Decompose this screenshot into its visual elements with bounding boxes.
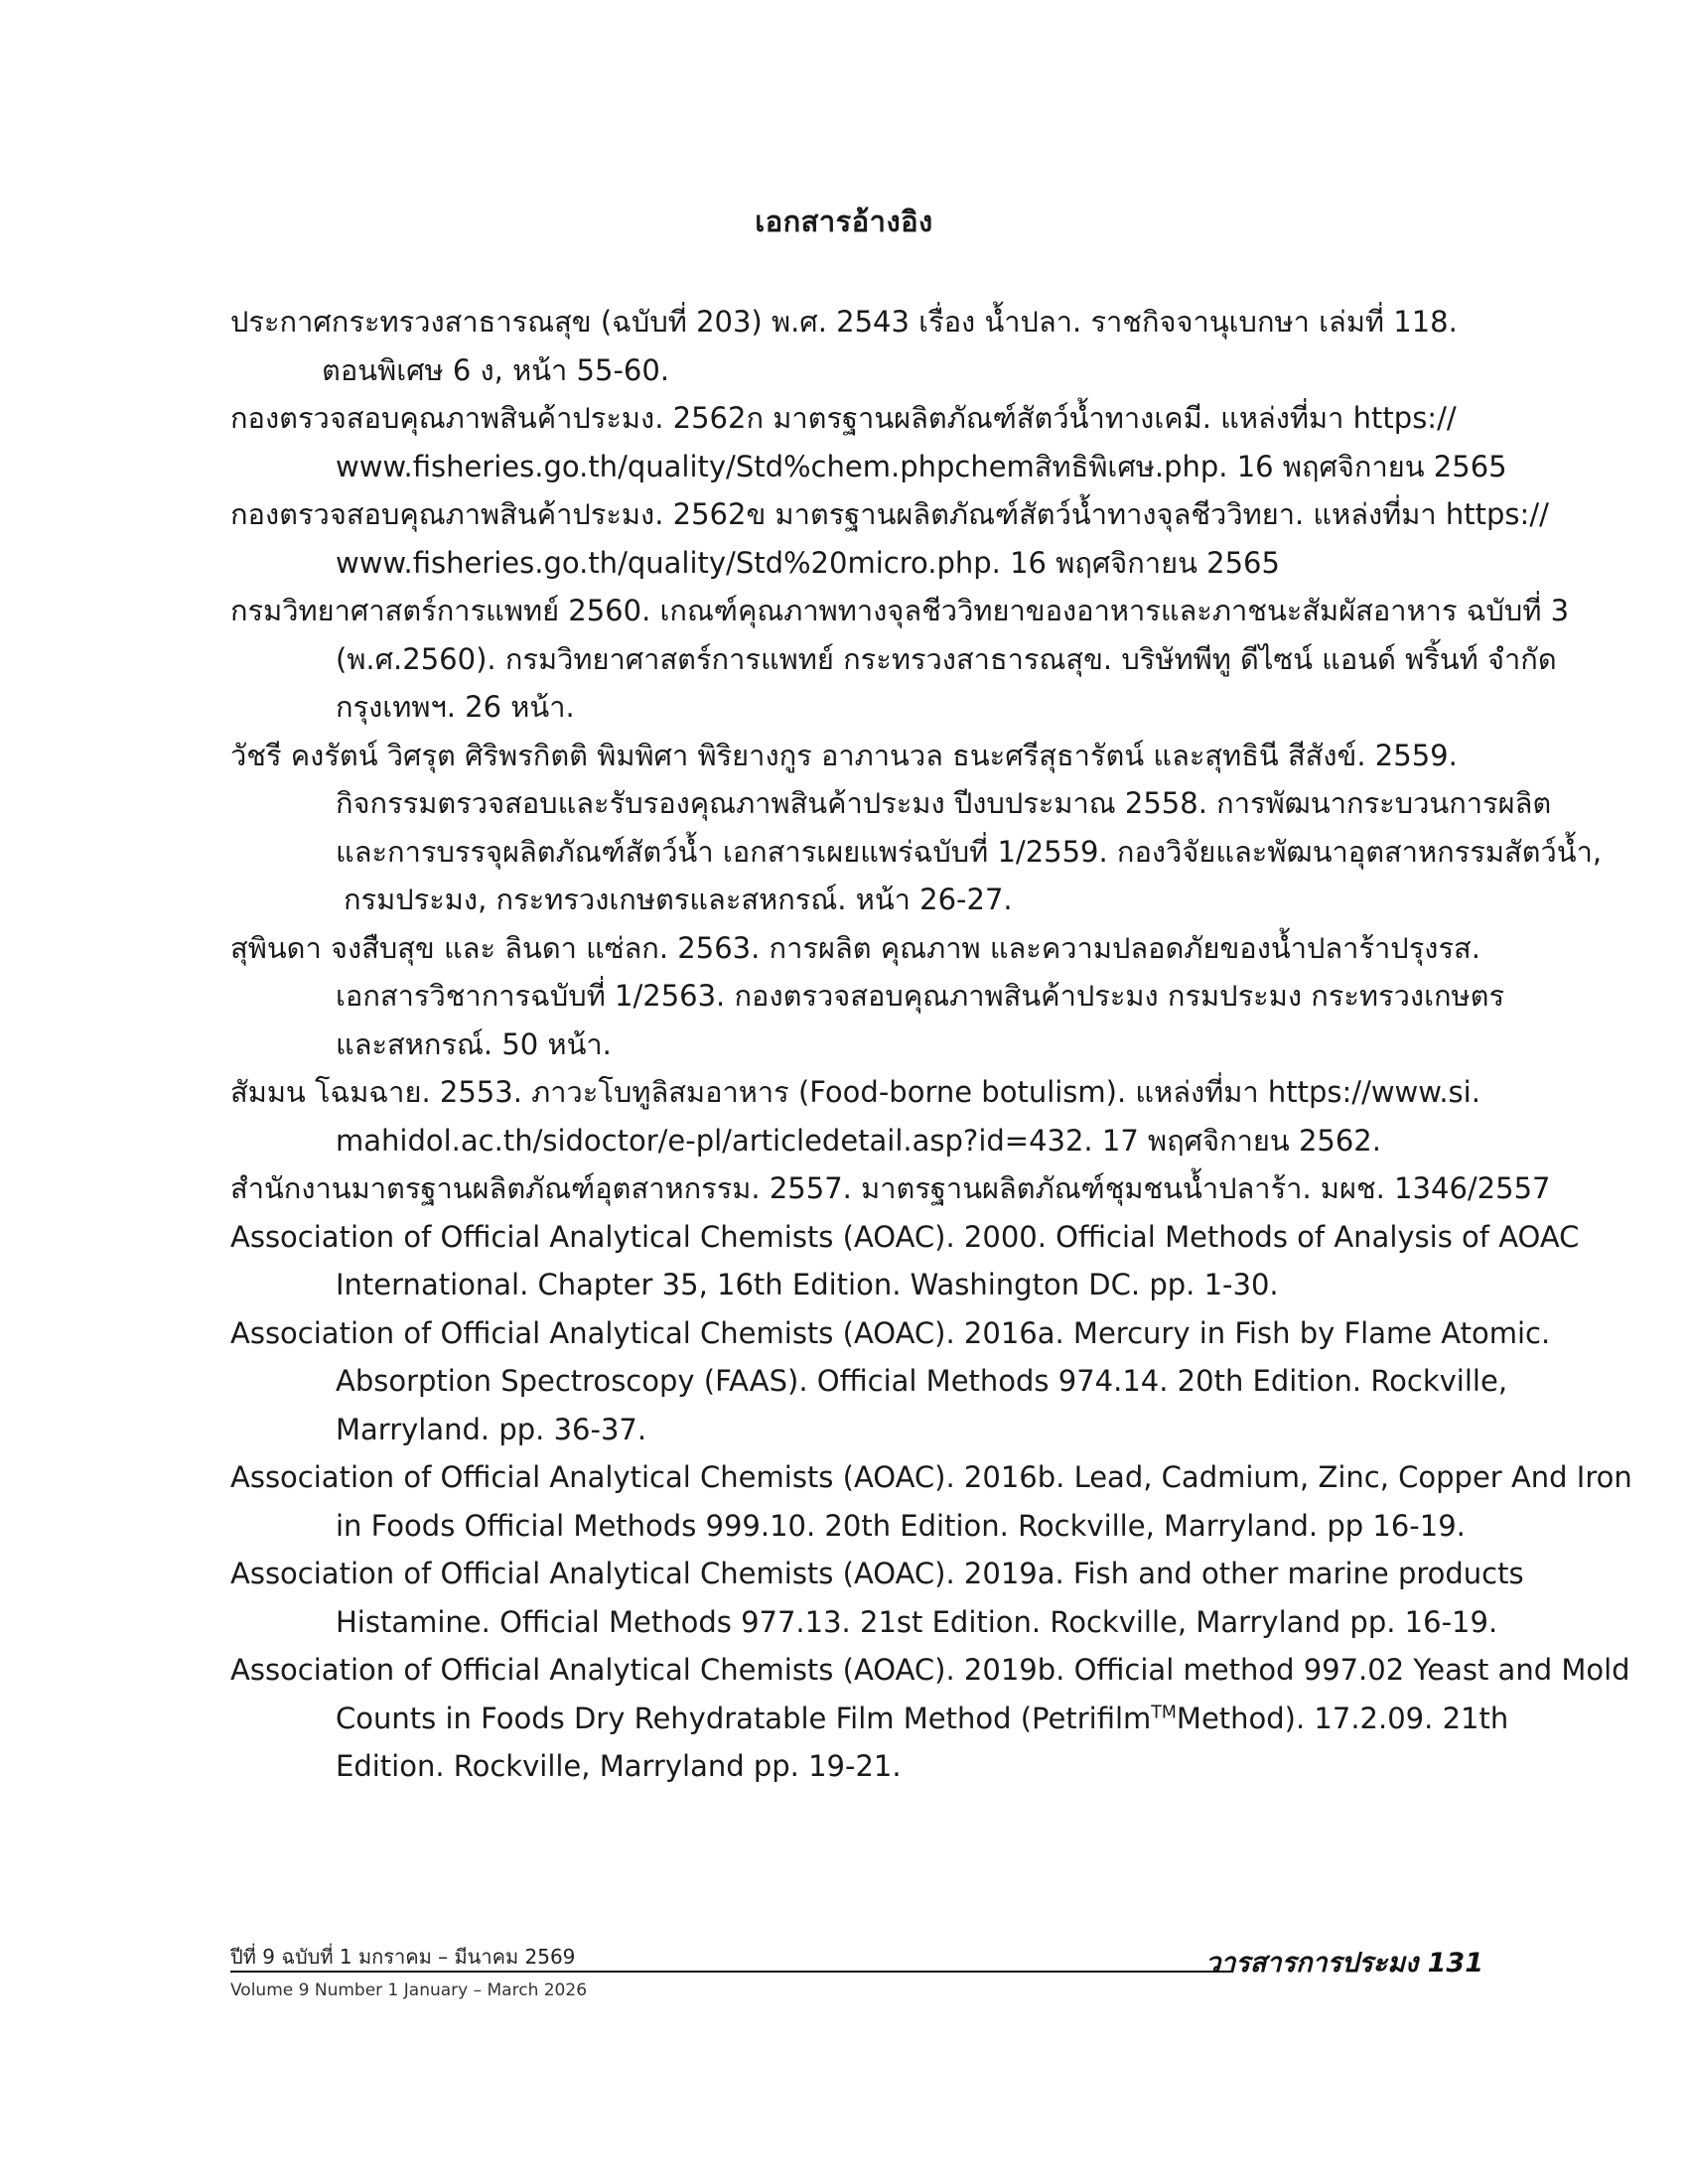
reference-line: Association of Official Analytical Chemists (AOAC). 2019b. Official method 997.02 Yeast and Mold	[230, 1653, 1630, 1687]
reference-line: ประกาศกระทรวงสาธารณสุข (ฉบับที่ 203) พ.ศ. 2543 เรื่อง น้ำปลา. ราชกิจจานุเบกษา เล่มที่ 118.	[230, 305, 1458, 339]
reference-line: www.fisheries.go.th/quality/Std%chem.phpchemสิทธิพิเศษ.php. 16 พฤศจิกายน 2565	[336, 449, 1507, 483]
reference-line: กองตรวจสอบคุณภาพสินค้าประมง. 2562ข มาตรฐานผลิตภัณฑ์สัตว์น้ำทางจุลชีววิทยา. แหล่งที่มา https://	[230, 497, 1549, 531]
reference-entry	[230, 587, 1570, 732]
reference-entry	[230, 1453, 1632, 1550]
reference-line: เอกสารวิชาการฉบับที่ 1/2563. กองตรวจสอบคุณภาพสินค้าประมง กรมประมง กระทรวงเกษตร	[336, 979, 1505, 1013]
reference-line: Absorption Spectroscopy (FAAS). Official Methods 974.14. 20th Edition. Rockville,	[336, 1364, 1508, 1398]
reference-entry	[230, 1164, 1551, 1213]
reference-line: กรมประมง, กระทรวงเกษตรและสหกรณ์. หน้า 26-27.	[344, 883, 1013, 916]
reference-line: International. Chapter 35, 16th Edition. Washington DC. pp. 1-30.	[336, 1268, 1279, 1301]
reference-entry	[230, 490, 1549, 587]
reference-line: กิจกรรมตรวจสอบและรับรองคุณภาพสินค้าประมง ปีงบประมาณ 2558. การพัฒนากระบวนการผลิต	[336, 786, 1552, 820]
reference-entry	[230, 924, 1505, 1069]
reference-entry	[230, 1646, 1630, 1791]
references-heading: เอกสารอ้างอิง	[755, 205, 933, 238]
reference-line: mahidol.ac.th/sidoctor/e-pl/articledetail.asp?id=432. 17 พฤศจิกายน 2562.	[336, 1123, 1381, 1158]
reference-line	[230, 1695, 1509, 1743]
reference-line: สัมมน โฉมฉาย. 2553. ภาวะโบทูลิสมอาหาร (Food-borne botulism). แหล่งที่มา https://www.si.	[230, 1075, 1480, 1109]
reference-line: กรมวิทยาศาสตร์การแพทย์ 2560. เกณฑ์คุณภาพทางจุลชีววิทยาของอาหารและภาชนะสัมผัสอาหาร ฉบับที่ 3	[230, 594, 1570, 627]
reference-entry	[230, 394, 1507, 490]
reference-line: Association of Official Analytical Chemists (AOAC). 2000. Official Methods of Analysis of AOAC	[230, 1219, 1580, 1254]
reference-line: สุพินดา จงสืบสุข และ ลินดา แซ่ลก. 2563. การผลิต คุณภาพ และความปลอดภัยของน้ำปลาร้าปรุงรส.	[230, 930, 1480, 965]
reference-line: Association of Official Analytical Chemists (AOAC). 2016a. Mercury in Fish by Flame Atomic.	[230, 1315, 1551, 1350]
reference-line: Association of Official Analytical Chemists (AOAC). 2016b. Lead, Cadmium, Zinc, Copper And Iron	[230, 1460, 1632, 1494]
reference-entry	[230, 1213, 1580, 1309]
reference-line: กรุงเทพฯ. 26 หน้า.	[336, 690, 575, 724]
footer-issue-thai: ปีที่ 9 ฉบับที่ 1 มกราคม – มีนาคม 2569	[230, 1945, 576, 1969]
reference-entry	[230, 298, 1472, 394]
reference-line: Marryland. pp. 36-37.	[336, 1412, 647, 1446]
journal-name: วารสารการประมง	[1205, 1948, 1419, 1979]
reference-list	[230, 298, 1632, 1791]
trademark-superscript: TM	[1151, 1702, 1177, 1722]
reference-text: Method). 17.2.09. 21th	[1176, 1701, 1509, 1735]
reference-entry	[230, 732, 1603, 924]
reference-line: Edition. Rockville, Marryland pp. 19-21.	[336, 1749, 902, 1783]
reference-line: www.fisheries.go.th/quality/Std%20micro.php. 16 พฤศจิกายน 2565	[336, 545, 1280, 580]
page-number: 131	[1427, 1948, 1483, 1979]
reference-entry	[230, 1068, 1480, 1164]
reference-entry	[230, 1309, 1551, 1454]
footer-journal-page	[1205, 1941, 1483, 1983]
reference-line: (พ.ศ.2560). กรมวิทยาศาสตร์การแพทย์ กระทรวงสาธารณสุข. บริษัทพีทู ดีไซน์ แอนด์ พริ้นท์ จำกัด	[336, 641, 1557, 676]
reference-line: และการบรรจุผลิตภัณฑ์สัตว์น้ำ เอกสารเผยแพร่ฉบับที่ 1/2559. กองวิจัยและพัฒนาอุตสาหกรรมสัตว์น้ำ,	[336, 834, 1603, 869]
reference-text: Counts in Foods Dry Rehydratable Film Method (Petrifilm	[336, 1701, 1152, 1735]
footer-issue-english: Volume 9 Number 1 January – March 2026	[230, 1980, 588, 2000]
reference-line: วัชรี คงรัตน์ วิศรุต ศิริพรกิตติ พิมพิศา พิริยางกูร อาภานวล ธนะศรีสุธารัตน์ และสุทธินี สีสังข์. 2559.	[230, 738, 1458, 772]
reference-line: Histamine. Official Methods 977.13. 21st Edition. Rockville, Marryland pp. 16-19.	[336, 1604, 1498, 1639]
reference-line: กองตรวจสอบคุณภาพสินค้าประมง. 2562ก มาตรฐานผลิตภัณฑ์สัตว์น้ำทางเคมี. แหล่งที่มา https://	[230, 401, 1457, 435]
reference-line: ตอนพิเศษ 6 ง, หน้า 55-60.	[322, 352, 670, 387]
reference-line: Association of Official Analytical Chemists (AOAC). 2019a. Fish and other marine products	[230, 1557, 1524, 1590]
reference-line: และสหกรณ์. 50 หน้า.	[336, 1026, 612, 1061]
page-footer	[230, 1941, 1501, 2010]
footer-rule	[230, 1971, 1233, 1973]
reference-line: in Foods Official Methods 999.10. 20th Edition. Rockville, Marryland. pp 16-19.	[336, 1508, 1466, 1543]
reference-entry	[230, 1550, 1524, 1646]
reference-line: สำนักงานมาตรฐานผลิตภัณฑ์อุตสาหกรรม. 2557. มาตรฐานผลิตภัณฑ์ชุมชนน้ำปลาร้า. มผช. 1346/2557	[230, 1171, 1551, 1205]
